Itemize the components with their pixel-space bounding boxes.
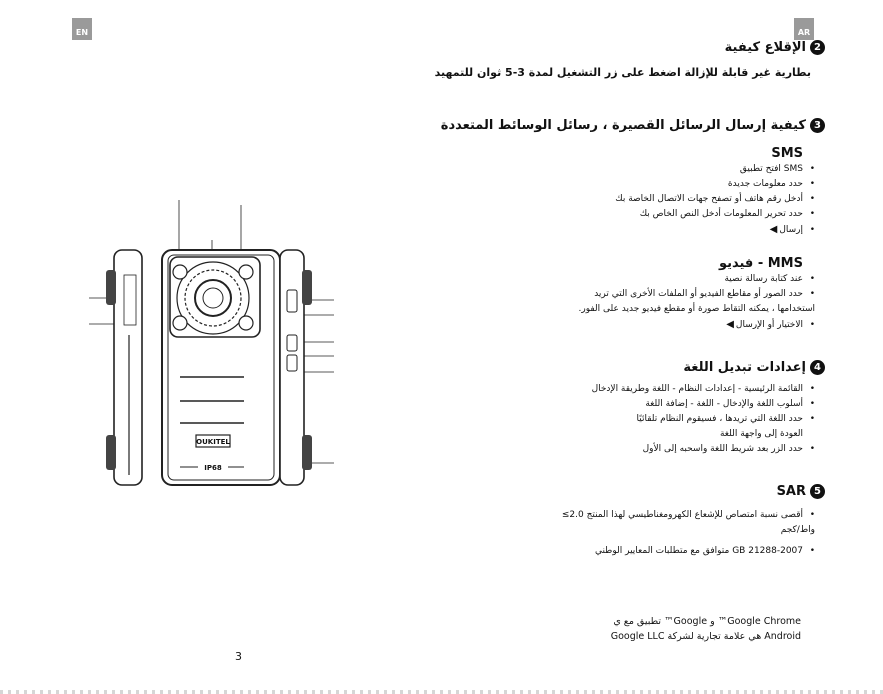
list-item: •SMS افتح تطبيق [739,164,815,174]
section-messages-heading [441,118,825,133]
list-item: •حدد الزر بعد شريط اللغة واسحبه إلى الأول [642,444,815,454]
sms-steps [615,162,815,238]
section-language-heading [683,360,825,375]
list-item: •حدد معلومات جديدة [727,179,815,189]
list-item: •أدخل رقم هاتف أو تصفح جهات الاتصال الخاصة بك [615,194,815,204]
list-item: •GB 21288-2007 متوافق مع متطلبات المعايير الوطني [594,546,815,556]
sms-title: SMS [771,146,803,161]
mms-steps [555,272,815,333]
list-item: •أسلوب اللغة والإدخال - اللغة - إضافة اللغة [645,399,815,409]
section-number: 2 [810,40,825,55]
send-arrow-icon: ◀ [726,319,734,330]
list-item: •حدد الصور أو مقاطع الفيديو أو الملفات الأخرى التي تريد استخدامها ، يمكنه التقاط صورة أو مقطع فيديو جديد على الفور. [578,289,815,314]
section-title: الإقلاع كيفية [724,40,806,55]
legal-notice [611,614,801,644]
list-item: •عند كتابة رسالة نصية [724,274,815,284]
language-tab-ar: AR [794,18,814,40]
legal-line: Google Chrome™ و Google™ تطبيق مع ي [613,616,801,627]
section-number: 4 [810,360,825,375]
footer-strip [0,690,883,694]
send-arrow-icon: ◀ [769,224,778,235]
list-item: العودة إلى واجهة اللغة [719,429,803,439]
section-boot-heading [725,40,825,55]
phone-back-brand: OUKITEL [196,438,230,446]
phone-ip-rating: IP68 [204,464,222,472]
language-steps [592,382,815,457]
list-item: •حدد تحرير المعلومات أدخل النص الخاص بك [639,209,815,219]
section-number: 5 [810,484,825,499]
section-title: كيفية إرسال الرسائل القصيرة ، رسائل الوسائط المتعددة [440,118,806,133]
section-number: 3 [810,118,825,133]
list-item: •الاختيار أو الإرسال◀ [726,319,815,330]
list-item: •حدد اللغة التي تريدها ، فسيقوم النظام تلقائيًا [636,414,815,424]
language-tab-en: EN [72,18,92,40]
section-title: إعدادات تبديل اللغة [683,360,806,375]
section-sar-heading [777,484,825,499]
sar-items [555,508,815,559]
mms-title: MMS - فيديو [718,256,803,271]
section-boot-text: بطارية غير قابلة للإزالة اضغط على زر التشغيل لمدة 3-5 ثوان للتمهيد [434,66,811,79]
section-title: SAR [776,484,806,499]
legal-line: Android هي علامة تجارية لشركة Google LLC [610,631,801,642]
list-item: •أقصى نسبة امتصاص للإشعاع الكهرومغناطيسي لهذا المنتج 2.0≥ واط/كجم [561,510,815,535]
list-item: •إرسال◀ [769,224,815,235]
list-item: •القائمة الرئيسية - إعدادات النظام - اللغة وطريقة الإدخال [591,384,815,394]
phone-diagram [84,195,344,495]
page-number: 3 [235,650,242,663]
